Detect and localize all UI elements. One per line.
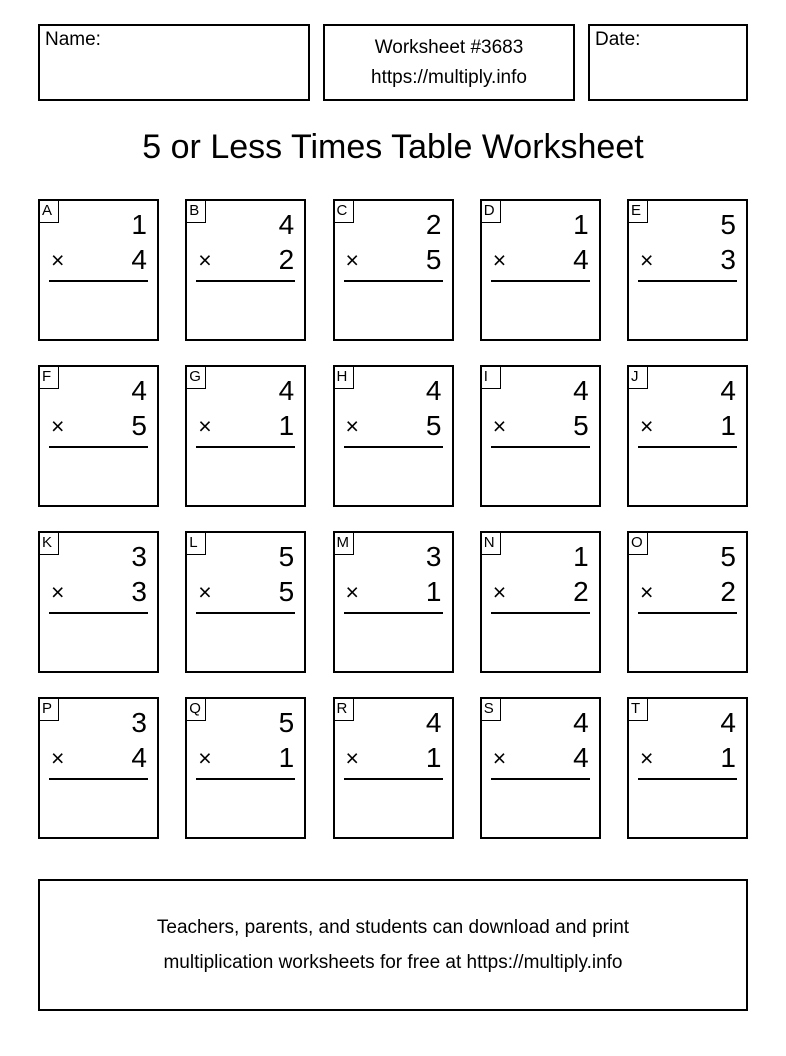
answer-line bbox=[638, 280, 737, 282]
problem-letter: H bbox=[335, 367, 354, 389]
multiplicand: 2 bbox=[425, 209, 442, 240]
multiplier: 1 bbox=[720, 410, 736, 441]
answer-line bbox=[49, 280, 148, 282]
multiplier: 5 bbox=[131, 410, 147, 441]
problem-card bbox=[38, 365, 159, 507]
problem-letter: P bbox=[40, 699, 59, 721]
times-sign: × bbox=[492, 579, 507, 605]
times-sign: × bbox=[198, 745, 212, 771]
times-sign: × bbox=[640, 413, 654, 439]
answer-line bbox=[491, 446, 590, 448]
times-sign: × bbox=[345, 745, 359, 771]
problem-card bbox=[480, 531, 601, 673]
problem-letter: O bbox=[629, 533, 648, 555]
multiplicand: 4 bbox=[720, 375, 736, 406]
footer-box bbox=[38, 879, 748, 1011]
times-sign: × bbox=[345, 247, 359, 273]
problem-card bbox=[333, 365, 454, 507]
multiplier: 4 bbox=[573, 244, 589, 275]
problem-letter: T bbox=[629, 699, 648, 721]
multiplicand: 4 bbox=[131, 375, 147, 406]
multiplier: 3 bbox=[720, 244, 736, 275]
multiplier: 4 bbox=[131, 742, 147, 773]
answer-line bbox=[49, 778, 148, 780]
multiplicand: 4 bbox=[278, 375, 295, 406]
times-sign: × bbox=[51, 413, 65, 439]
times-sign: × bbox=[51, 579, 65, 605]
problem-letter: A bbox=[40, 201, 59, 223]
times-sign: × bbox=[345, 579, 359, 605]
multiplicand: 3 bbox=[425, 541, 442, 572]
multiplicand: 4 bbox=[573, 375, 589, 406]
answer-line bbox=[344, 612, 443, 614]
multiplier: 1 bbox=[720, 742, 736, 773]
multiplicand: 4 bbox=[425, 707, 442, 738]
problem-card bbox=[480, 199, 601, 341]
times-sign: × bbox=[640, 579, 654, 605]
problem-letter: R bbox=[335, 699, 354, 721]
problem-card bbox=[38, 531, 159, 673]
problem-letter: J bbox=[629, 367, 648, 389]
multiplier: 2 bbox=[573, 576, 589, 607]
times-sign: × bbox=[492, 745, 507, 771]
problem-card bbox=[38, 697, 159, 839]
problem-card bbox=[627, 531, 748, 673]
problem-letter: K bbox=[40, 533, 59, 555]
name-field[interactable] bbox=[38, 24, 310, 101]
problem-card bbox=[333, 697, 454, 839]
problem-card bbox=[627, 199, 748, 341]
answer-line bbox=[491, 778, 590, 780]
answer-line bbox=[638, 446, 737, 448]
problem-letter: E bbox=[629, 201, 648, 223]
multiplicand: 1 bbox=[573, 541, 589, 572]
footer-text-line-2: multiplication worksheets for free at https://multiply.info bbox=[163, 952, 623, 973]
answer-line bbox=[49, 612, 148, 614]
answer-line bbox=[638, 778, 737, 780]
answer-line bbox=[344, 280, 443, 282]
worksheet-url: https://multiply.info bbox=[371, 67, 527, 88]
problem-grid bbox=[38, 199, 748, 841]
times-sign: × bbox=[51, 745, 65, 771]
page-title: 5 or Less Times Table Worksheet bbox=[142, 128, 644, 166]
problem-card bbox=[333, 531, 454, 673]
multiplicand: 1 bbox=[573, 209, 589, 240]
problem-card bbox=[185, 199, 306, 341]
multiplicand: 1 bbox=[131, 209, 147, 240]
answer-line bbox=[49, 446, 148, 448]
problem-letter: C bbox=[335, 201, 354, 223]
problem-card bbox=[627, 365, 748, 507]
problem-letter: S bbox=[482, 699, 501, 721]
footer-text-line-1: Teachers, parents, and students can download and print bbox=[156, 917, 630, 938]
answer-line bbox=[638, 612, 737, 614]
problem-card bbox=[185, 531, 306, 673]
problem-letter: M bbox=[335, 533, 354, 555]
answer-line bbox=[491, 280, 590, 282]
problem-letter: B bbox=[187, 201, 206, 223]
problem-letter: N bbox=[482, 533, 501, 555]
times-sign: × bbox=[640, 745, 654, 771]
problem-card bbox=[38, 199, 159, 341]
multiplier: 1 bbox=[425, 576, 442, 607]
problem-letter: D bbox=[482, 201, 501, 223]
answer-line bbox=[491, 612, 590, 614]
date-field[interactable] bbox=[588, 24, 748, 101]
problem-card bbox=[480, 365, 601, 507]
worksheet-number: Worksheet #3683 bbox=[374, 37, 524, 58]
worksheet-info-box bbox=[323, 24, 575, 101]
multiplicand: 5 bbox=[278, 541, 295, 572]
multiplier: 2 bbox=[278, 244, 295, 275]
problem-card bbox=[333, 199, 454, 341]
problem-letter: Q bbox=[187, 699, 206, 721]
multiplier: 1 bbox=[425, 742, 442, 773]
problem-letter: L bbox=[187, 533, 206, 555]
multiplicand: 5 bbox=[278, 707, 295, 738]
multiplier: 1 bbox=[278, 410, 295, 441]
multiplier: 4 bbox=[573, 742, 589, 773]
multiplicand: 3 bbox=[131, 541, 147, 572]
problem-card bbox=[185, 697, 306, 839]
multiplicand: 3 bbox=[131, 707, 147, 738]
multiplier: 2 bbox=[720, 576, 736, 607]
multiplicand: 5 bbox=[720, 209, 736, 240]
date-label: Date: bbox=[595, 29, 641, 50]
name-label: Name: bbox=[45, 29, 101, 50]
times-sign: × bbox=[492, 413, 507, 439]
problem-card bbox=[480, 697, 601, 839]
problem-letter: I bbox=[482, 367, 501, 389]
multiplier: 1 bbox=[278, 742, 295, 773]
multiplicand: 5 bbox=[720, 541, 736, 572]
multiplicand: 4 bbox=[278, 209, 295, 240]
times-sign: × bbox=[51, 247, 65, 273]
times-sign: × bbox=[198, 413, 212, 439]
multiplicand: 4 bbox=[720, 707, 736, 738]
times-sign: × bbox=[198, 247, 212, 273]
answer-line bbox=[196, 612, 295, 614]
answer-line bbox=[196, 778, 295, 780]
multiplier: 5 bbox=[425, 410, 442, 441]
problem-card bbox=[627, 697, 748, 839]
answer-line bbox=[196, 280, 295, 282]
multiplier: 5 bbox=[573, 410, 589, 441]
times-sign: × bbox=[640, 247, 654, 273]
problem-letter: G bbox=[187, 367, 206, 389]
answer-line bbox=[344, 446, 443, 448]
problem-card bbox=[185, 365, 306, 507]
times-sign: × bbox=[198, 579, 212, 605]
multiplier: 4 bbox=[131, 244, 147, 275]
multiplier: 5 bbox=[425, 244, 442, 275]
problem-letter: F bbox=[40, 367, 59, 389]
multiplier: 5 bbox=[278, 576, 295, 607]
multiplier: 3 bbox=[131, 576, 147, 607]
multiplicand: 4 bbox=[425, 375, 442, 406]
answer-line bbox=[196, 446, 295, 448]
multiplicand: 4 bbox=[573, 707, 589, 738]
times-sign: × bbox=[345, 413, 359, 439]
times-sign: × bbox=[492, 247, 507, 273]
answer-line bbox=[344, 778, 443, 780]
